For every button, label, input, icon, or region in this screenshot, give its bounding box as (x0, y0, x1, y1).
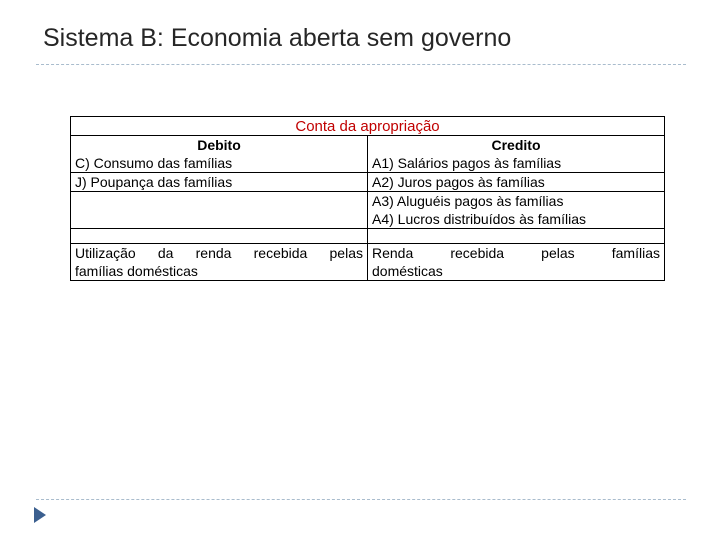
credit-item: A3) Aluguéis pagos às famílias (372, 193, 564, 209)
table-row (71, 173, 665, 192)
debit-item: C) Consumo das famílias (75, 155, 233, 171)
table-spacer-row (71, 229, 665, 244)
credit-item: A4) Lucros distribuídos às famílias (372, 211, 586, 227)
credit-total-cell (368, 244, 665, 281)
table-row (71, 136, 665, 173)
debit-cell (71, 136, 368, 173)
table-caption-cell (71, 117, 665, 136)
debit-header: Debito (197, 137, 241, 153)
debit-total-line: Utilização da renda recebida pelas (75, 245, 363, 261)
debit-item: J) Poupança das famílias (75, 174, 233, 190)
debit-total-line: famílias domésticas (75, 263, 198, 279)
table-row (71, 192, 665, 229)
credit-total-line: Renda recebida pelas famílias (372, 245, 660, 261)
credit-cell (368, 136, 665, 173)
credit-cell (368, 173, 665, 192)
table-caption: Conta da apropriação (295, 118, 440, 135)
debit-total-cell (71, 244, 368, 281)
debit-cell (71, 229, 368, 244)
credit-cell (368, 229, 665, 244)
credit-item: A1) Salários pagos às famílias (372, 155, 562, 171)
slide-title: Sistema B: Economia aberta sem governo (43, 24, 512, 52)
table-total-row (71, 244, 665, 281)
bottom-divider (36, 499, 686, 500)
table-caption-row (71, 117, 665, 136)
debit-cell (71, 173, 368, 192)
credit-total-line: domésticas (372, 263, 443, 279)
top-divider (36, 64, 686, 65)
appropriation-account-table (70, 116, 665, 281)
debit-cell (71, 192, 368, 229)
triangle-right-icon (34, 507, 46, 523)
credit-item: A2) Juros pagos às famílias (372, 174, 545, 190)
credit-cell (368, 192, 665, 229)
credit-header: Credito (491, 137, 541, 153)
